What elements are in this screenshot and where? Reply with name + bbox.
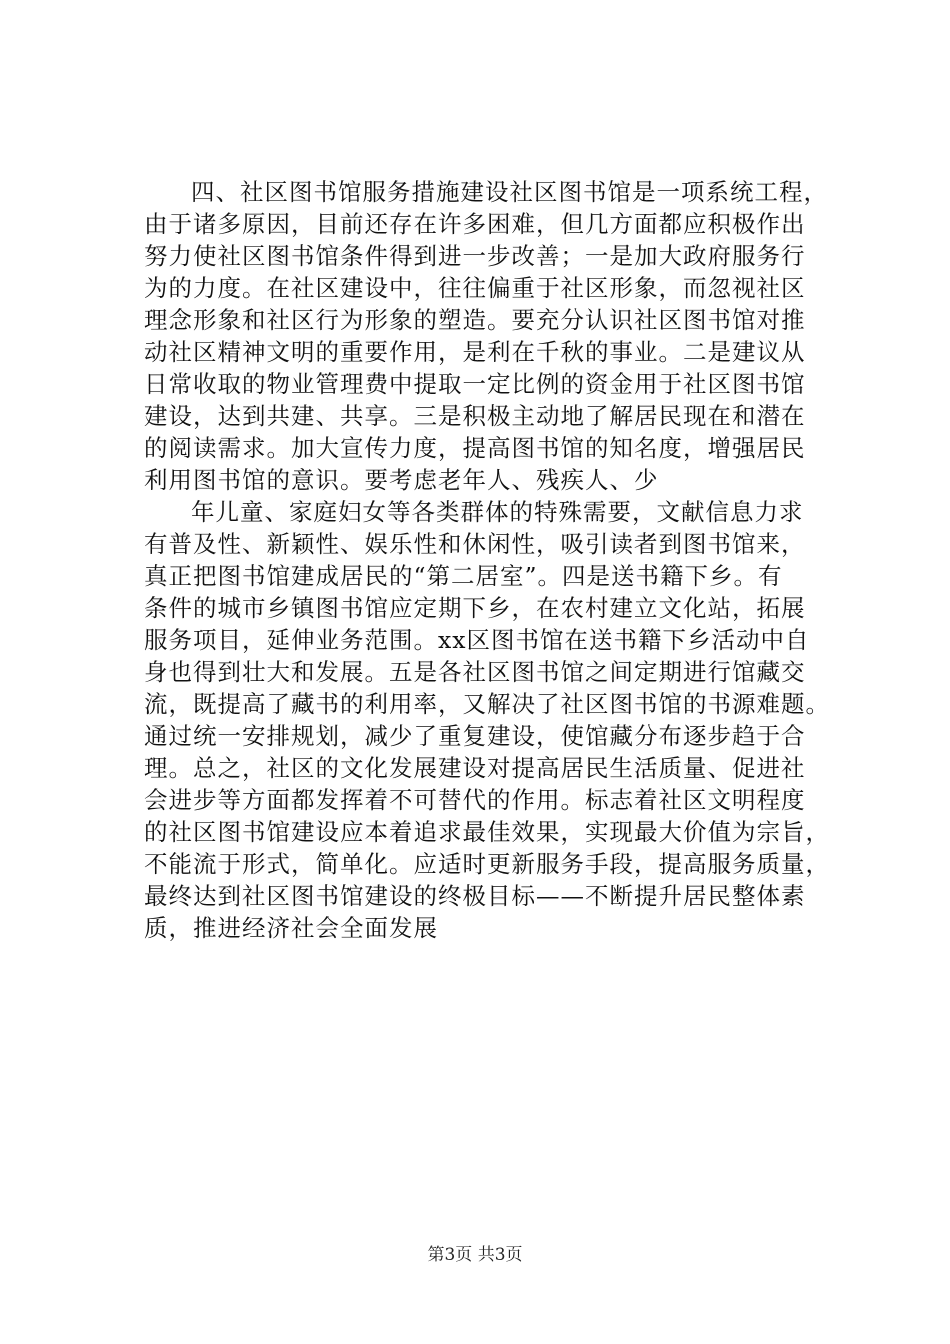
- paragraph-2-line: 的社区图书馆建设应本着追求最佳效果，实现最大价值为宗旨，: [144, 818, 830, 846]
- paragraph-2-line: 年儿童、家庭妇女等各类群体的特殊需要，文献信息力求: [191, 498, 804, 526]
- paragraph-2-line: 理。总之，社区的文化发展建设对提高居民生活质量、促进社: [144, 754, 806, 782]
- paragraph-1-line: 由于诸多原因，目前还存在许多困难，但几方面都应积极作出: [144, 210, 806, 238]
- paragraph-2-line: 身也得到壮大和发展。五是各社区图书馆之间定期进行馆藏交: [144, 658, 806, 686]
- paragraph-2-line: 最终达到社区图书馆建设的终极目标——不断提升居民整体素: [144, 882, 806, 910]
- paragraph-1-line: 日常收取的物业管理费中提取一定比例的资金用于社区图书馆: [144, 370, 806, 398]
- paragraph-2-line: 质，推进经济社会全面发展: [144, 914, 438, 942]
- paragraph-2-line: 条件的城市乡镇图书馆应定期下乡，在农村建立文化站，拓展: [144, 594, 806, 622]
- page-footer: [0, 1244, 950, 1266]
- paragraph-1-line: 建设，达到共建、共享。三是积极主动地了解居民现在和潜在: [144, 402, 806, 430]
- paragraph-1-line: 努力使社区图书馆条件得到进一步改善；一是加大政府服务行: [144, 242, 806, 270]
- paragraph-2-line: 会进步等方面都发挥着不可替代的作用。标志着社区文明程度: [144, 786, 806, 814]
- paragraph-1-line: 理念形象和社区行为形象的塑造。要充分认识社区图书馆对推: [144, 306, 806, 334]
- paragraph-1-line: 动社区精神文明的重要作用，是利在千秋的事业。二是建议从: [144, 338, 806, 366]
- body-text: [144, 176, 849, 944]
- paragraph-2-line: 不能流于形式，简单化。应适时更新服务手段，提高服务质量，: [144, 850, 830, 878]
- paragraph-2-line: 有普及性、新颖性、娱乐性和休闲性，吸引读者到图书馆来，: [144, 530, 806, 558]
- paragraph-2-line: 流，既提高了藏书的利用率，又解决了社区图书馆的书源难题。: [144, 690, 830, 718]
- page-number-label: 第3页 共3页: [427, 1245, 523, 1265]
- paragraph-2-line: 通过统一安排规划，减少了重复建设，使馆藏分布逐步趋于合: [144, 722, 806, 750]
- paragraph-2-line: 真正把图书馆建成居民的“第二居室”。四是送书籍下乡。有: [144, 562, 783, 590]
- paragraph-1-line: 为的力度。在社区建设中，往往偏重于社区形象，而忽视社区: [144, 274, 806, 302]
- paragraph-1-line: 利用图书馆的意识。要考虑老年人、残疾人、少: [144, 466, 659, 494]
- paragraph-2-line: 服务项目，延伸业务范围。xx区图书馆在送书籍下乡活动中自: [144, 626, 810, 654]
- paragraph-1-line: 的阅读需求。加大宣传力度，提高图书馆的知名度，增强居民: [144, 434, 806, 462]
- paragraph-1-line: 四、社区图书馆服务措施建设社区图书馆是一项系统工程，: [191, 178, 828, 206]
